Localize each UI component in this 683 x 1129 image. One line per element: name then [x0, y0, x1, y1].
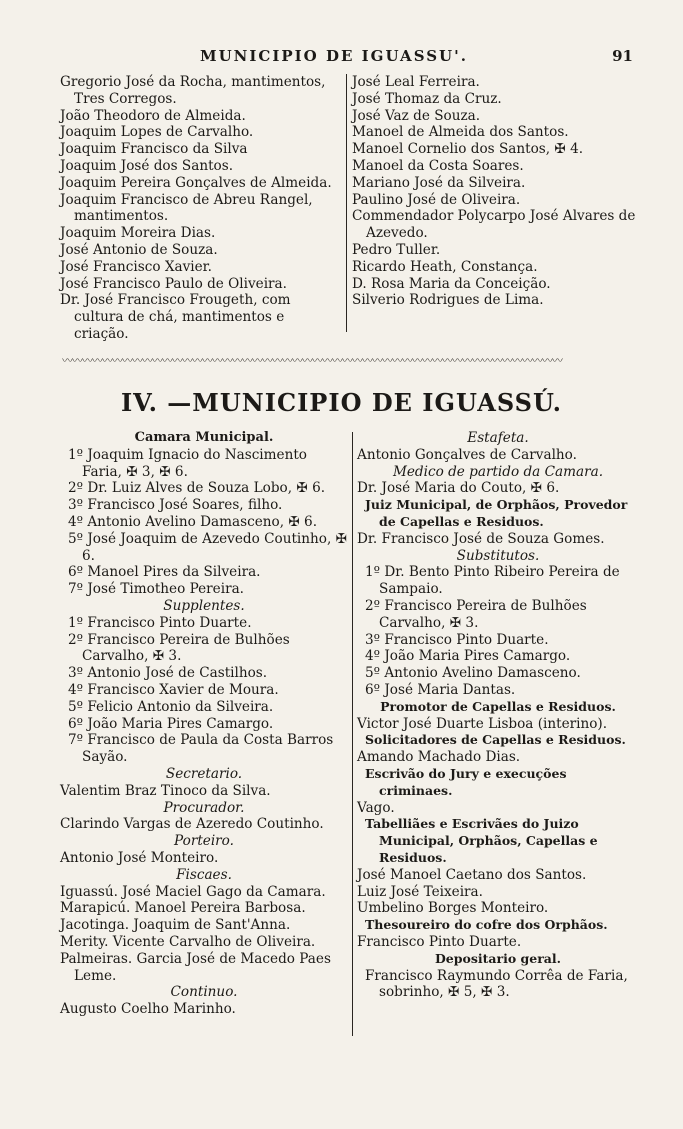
list-item: Dr. José Francisco Frougeth, com cultura de chá, mantimentos e criação.	[60, 292, 291, 342]
list-item: 5º José Joaquim de Azevedo Coutinho, ✠ 6.	[68, 530, 347, 564]
list-item: Iguassú. José Maciel Gago da Camara.	[60, 883, 326, 900]
thesoureiro-name: Francisco Pinto Duarte.	[357, 933, 522, 950]
juiz-heading: Juiz Municipal, de Orphãos, Provedor de Capellas e Residuos.	[365, 497, 628, 529]
list-item: Paulino José de Oliveira.	[352, 191, 521, 208]
procurador-heading: Procurador.	[163, 799, 245, 816]
fiscaes-heading: Fiscaes.	[176, 866, 232, 883]
running-head	[0, 47, 683, 71]
list-item: 1º Joaquim Ignacio do Nascimento Faria, ✠ 3, ✠ 6.	[68, 446, 307, 480]
estafeta-heading: Estafeta.	[467, 430, 529, 446]
page-number: 91	[612, 47, 633, 65]
list-item: 3º Antonio José de Castilhos.	[68, 665, 268, 682]
section-column-divider	[352, 432, 353, 1036]
medico-heading: Medico de partido da Camara.	[392, 463, 604, 480]
promotor-name: Victor José Duarte Lisboa (interino).	[357, 715, 608, 732]
top-column-divider	[346, 74, 347, 332]
list-item: Joaquim Francisco de Abreu Rangel, mantimentos.	[60, 191, 313, 225]
top-right-column	[352, 74, 636, 309]
top-left-column	[60, 74, 342, 343]
section-left-column	[60, 430, 348, 1018]
list-item: 7º Francisco de Paula da Costa Barros Sayão.	[68, 732, 334, 766]
list-item: 6º João Maria Pires Camargo.	[68, 715, 274, 732]
escrivao-heading: Escrivão do Jury e execuções criminaes.	[365, 765, 567, 798]
list-item: Merity. Vicente Carvalho de Oliveira.	[60, 933, 316, 950]
depositario-name: Francisco Raymundo Corrêa de Faria, sobrinho, ✠ 5, ✠ 3.	[365, 967, 628, 1001]
tabelliaes-heading: Tabelliães e Escrivães do Juizo Municipal, Orphãos, Capellas e Residuos.	[365, 816, 598, 865]
list-item: 2º Francisco Pereira de Bulhões Carvalho, ✠ 3.	[68, 631, 290, 665]
list-item: Joaquim Lopes de Carvalho.	[60, 124, 254, 141]
list-item: Jacotinga. Joaquim de Sant'Anna.	[60, 917, 291, 934]
depositario-heading: Depositario geral.	[434, 950, 562, 966]
list-item: Joaquim José dos Santos.	[60, 157, 234, 174]
running-title: MUNICIPIO DE IGUASSU'.	[200, 47, 468, 65]
list-item: Marapicú. Manoel Pereira Barbosa.	[60, 900, 306, 917]
estafeta-name: Antonio Gonçalves de Carvalho.	[357, 446, 577, 463]
continuo-name: Augusto Coelho Marinho.	[60, 1001, 236, 1018]
list-item: Umbelino Borges Monteiro.	[357, 900, 549, 917]
list-item: 5º Felicio Antonio da Silveira.	[68, 698, 274, 715]
continuo-heading: Continuo.	[170, 984, 238, 1001]
escrivao-name: Vago.	[357, 799, 395, 816]
list-item: 6º José Maria Dantas.	[365, 681, 516, 698]
list-item: 7º José Timotheo Pereira.	[68, 581, 244, 598]
supplentes-heading: Supplentes.	[163, 597, 245, 614]
list-item: D. Rosa Maria da Conceição.	[352, 275, 551, 292]
list-item: 4º João Maria Pires Camargo.	[365, 648, 571, 665]
juiz-name: Dr. Francisco José de Souza Gomes.	[357, 530, 605, 547]
list-item: José Manoel Caetano dos Santos.	[357, 866, 587, 883]
list-item: 5º Antonio Avelino Damasceno.	[365, 665, 581, 682]
porteiro-heading: Porteiro.	[174, 833, 234, 850]
solicitadores-name: Amando Machado Dias.	[357, 749, 521, 766]
secretario-name: Valentim Braz Tinoco da Silva.	[60, 782, 271, 799]
ornamental-divider: 〰〰〰〰〰〰〰〰〰〰〰〰〰〰〰〰〰〰〰〰〰〰〰〰〰〰〰〰〰〰〰〰〰〰〰〰〰〰〰〰〰〰〰〰〰〰〰〰〰〰	[62, 356, 562, 366]
list-item: Ricardo Heath, Constança.	[352, 258, 538, 275]
list-item: 3º Francisco Pinto Duarte.	[365, 631, 549, 648]
list-item: José Francisco Xavier.	[60, 258, 212, 275]
solicitadores-heading: Solicitadores de Capellas e Residuos.	[365, 732, 626, 748]
list-item: Palmeiras. Garcia José de Macedo Paes Leme.	[60, 950, 331, 984]
list-item: Gregorio José da Rocha, mantimentos, Tres Corregos.	[60, 74, 326, 107]
thesoureiro-heading: Thesoureiro do cofre dos Orphãos.	[365, 917, 608, 933]
medico-name: Dr. José Maria do Couto, ✠ 6.	[357, 480, 560, 497]
secretario-heading: Secretario.	[165, 765, 243, 782]
list-item: 1º Dr. Bento Pinto Ribeiro Pereira de Sampaio.	[365, 564, 620, 598]
list-item: Pedro Tuller.	[352, 241, 441, 258]
list-item: Luiz José Teixeira.	[357, 883, 483, 900]
list-item: Joaquim Pereira Gonçalves de Almeida.	[60, 174, 332, 191]
section-title: IV. —MUNICIPIO DE IGUASSÚ.	[120, 388, 563, 417]
porteiro-name: Antonio José Monteiro.	[60, 849, 219, 866]
list-item: José Antonio de Souza.	[60, 241, 218, 258]
list-item: Manoel da Costa Soares.	[352, 157, 524, 174]
camara-heading: Camara Municipal.	[134, 430, 274, 445]
list-item: 1º Francisco Pinto Duarte.	[68, 614, 252, 631]
promotor-heading: Promotor de Capellas e Residuos.	[380, 698, 616, 714]
list-item: Joaquim Moreira Dias.	[60, 225, 216, 242]
list-item: 3º Francisco José Soares, filho.	[68, 497, 283, 514]
list-item: Manoel Cornelio dos Santos, ✠ 4.	[352, 141, 584, 158]
list-item: José Vaz de Souza.	[352, 107, 481, 124]
list-item: João Theodoro de Almeida.	[60, 107, 246, 124]
list-item: Commendador Polycarpo José Alvares de Azevedo.	[352, 208, 636, 242]
list-item: 6º Manoel Pires da Silveira.	[68, 564, 261, 581]
list-item: Manoel de Almeida dos Santos.	[352, 124, 569, 141]
section-right-column	[357, 430, 639, 1001]
list-item: 4º Francisco Xavier de Moura.	[68, 681, 279, 698]
list-item: Mariano José da Silveira.	[352, 174, 526, 191]
list-item: 4º Antonio Avelino Damasceno, ✠ 6.	[68, 513, 318, 530]
list-item: José Francisco Paulo de Oliveira.	[60, 275, 287, 292]
list-item: Silverio Rodrigues de Lima.	[352, 292, 544, 309]
list-item: José Thomaz da Cruz.	[352, 90, 502, 107]
substitutos-heading: Substitutos.	[456, 547, 540, 564]
list-item: 2º Dr. Luiz Alves de Souza Lobo, ✠ 6.	[68, 480, 326, 497]
procurador-name: Clarindo Vargas de Azeredo Coutinho.	[60, 816, 324, 833]
list-item: José Leal Ferreira.	[352, 74, 480, 90]
list-item: Joaquim Francisco da Silva	[60, 141, 248, 158]
list-item: 2º Francisco Pereira de Bulhões Carvalho, ✠ 3.	[365, 597, 587, 631]
